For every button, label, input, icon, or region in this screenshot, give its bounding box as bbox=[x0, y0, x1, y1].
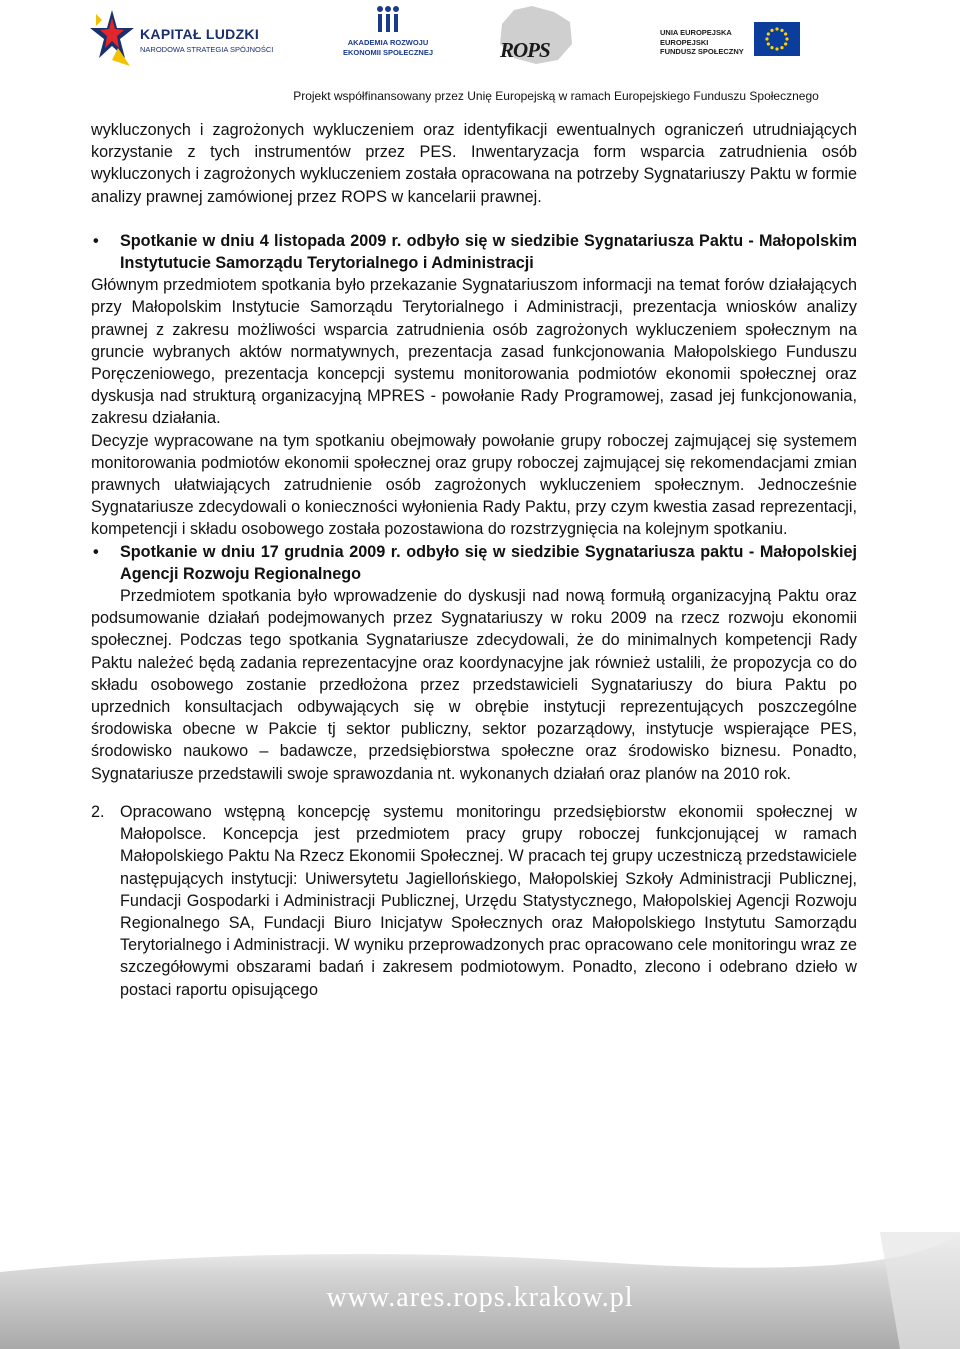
eu-logo bbox=[654, 4, 804, 68]
eu-star bbox=[780, 46, 783, 49]
akademia-text bbox=[330, 38, 446, 58]
bullet-meeting-november bbox=[91, 230, 857, 274]
paragraph-2: Głównym przedmiotem spotkania było przekazanie Sygnatariuszom informacji na temat forów działających przy Małopolskim Instytucie Samorządu Terytorialnego i Administracji, prezentacja wniosków analizy prawnej z zakresu możliwości wsparcia zatrudnienia osób zagrożonych wykluczeniem społecznym na gruncie wybranych aktów normatywnych, prezentacja zasad funkcjonowania Małopolskiego Funduszu Poręczeniowego, prezentacja koncepcji systemu monitorowania podmiotów ekonomii społecznej oraz dyskusja nad strukturą organizacyjną MPRES - powołanie Rady Programowej, zasad jej funkcjonowania, zakresu działania. bbox=[91, 276, 857, 428]
eu-star bbox=[765, 37, 768, 40]
rops-logo bbox=[496, 4, 576, 68]
kapital-ludzki-logo bbox=[88, 4, 274, 68]
akademia-line2: EKONOMII SPOŁECZNEJ bbox=[342, 48, 433, 57]
kl-subtitle: NARODOWA STRATEGIA SPÓJNOŚCI bbox=[140, 45, 274, 54]
akademia-logo bbox=[330, 4, 446, 68]
kapital-ludzki-star-icon bbox=[88, 4, 136, 68]
eu-line3: FUNDUSZ SPOŁECZNY bbox=[660, 47, 744, 56]
paragraph-1: wykluczonych i zagrożonych wykluczeniem oraz identyfikacji ewentualnych ograniczeń utrudniających korzystanie z tych instrumentów przez PES. Inwentaryzacja form wsparcia zatrudnienia osób wykluczonych i zagrożonych wykluczeniem została opracowana na potrzeby Sygnatariuszy Paktu w formie analizy prawnej zamówionej przez ROPS w kancelarii prawnej. bbox=[91, 121, 857, 206]
eu-star bbox=[775, 27, 778, 30]
eu-star bbox=[784, 42, 787, 45]
eu-text bbox=[660, 28, 744, 57]
eu-star bbox=[767, 32, 770, 35]
eu-star bbox=[770, 29, 773, 32]
document-body bbox=[91, 119, 857, 1001]
eu-star bbox=[775, 47, 778, 50]
bullet-dot-icon: • bbox=[93, 542, 99, 561]
eu-star bbox=[780, 29, 783, 32]
eu-flag-icon bbox=[754, 22, 800, 56]
kl-title: KAPITAŁ LUDZKI bbox=[140, 26, 260, 42]
eu-star bbox=[785, 37, 788, 40]
rops-wordmark: ROPS bbox=[500, 38, 550, 62]
page-footer bbox=[0, 1232, 960, 1349]
eu-line2: EUROPEJSKI bbox=[660, 37, 709, 47]
akademia-figures-icon bbox=[368, 4, 408, 34]
cofinancing-tagline bbox=[0, 89, 948, 103]
bullet-meeting-december bbox=[91, 541, 857, 585]
numbered-item-2 bbox=[91, 801, 857, 1001]
item-number: 2. bbox=[91, 802, 105, 821]
bullet-title: Spotkanie w dniu 4 listopada 2009 r. odbyło się w siedzibie Sygnatariusza Paktu - Małopolskim Instytutucie Samorządu Terytorialnego i Administracji bbox=[120, 231, 857, 273]
eu-star bbox=[767, 42, 770, 45]
website-url[interactable]: www.ares.rops.krakow.pl bbox=[326, 1282, 634, 1313]
akademia-line1: AKADEMIA ROZWOJU bbox=[347, 38, 429, 47]
item-text: Opracowano wstępną koncepcję systemu monitoringu przedsiębiorstw ekonomii społecznej w Małopolsce. Koncepcja jest przedmiotem pracy grupy roboczej funkcjonującej w ramach Małopolskiego Paktu Na Rzecz Ekonomii Społecznej. W pracach tej grupy uczestniczą przedstawiciele następujących instytucji: Uniwersytetu Jagiellońskiego, Małopolskiej Szkoły Administracji Publicznej, Fundacji Gospodarki i Administracji Publicznej, Urzędu Statystycznego, Małopolskiej Agencji Rozwoju Regionalnego SA, Fundacji Biuro Inicjatyw Społecznych oraz Małopolskiego Instytutu Samorządu Terytorialnego i Administracji. W wyniku przeprowadzonych prac opracowano cele monitoringu wraz ze szczegółowymi obszarami badań i zakresem podmiotowym. Ponadto, zlecono i odebrano dzieło w postaci raportu opisującego bbox=[120, 802, 857, 999]
bullet-dot-icon: • bbox=[93, 231, 99, 250]
tagline-text: Projekt współfinansowany przez Unię Europejską w ramach Europejskiego Funduszu Społecznego bbox=[293, 89, 819, 103]
paragraph-3: Decyzje wypracowane na tym spotkaniu obejmowały powołanie grupy roboczej zajmującej się systemem monitorowania podmiotów ekonomii społecznej oraz grupy roboczej zajmującej się rekomendacjami zmian prawnych ułatwiających zatrudnienie osób zagrożonych wykluczeniem społecznym. Jednocześnie Sygnatariusze zdecydowali o konieczności wyłonienia Rady Paktu, przy czym kwestia zasad reprezentacji, kompetencji i składu osobowego została pozostawiona do rozstrzygnięcia na kolejnym spotkaniu. bbox=[91, 431, 857, 539]
page-header bbox=[0, 0, 960, 108]
eu-star bbox=[784, 32, 787, 35]
eu-line1: UNIA EUROPEJSKA bbox=[660, 28, 732, 37]
spacer bbox=[91, 208, 857, 230]
eu-star bbox=[770, 46, 773, 49]
paragraph-4: Przedmiotem spotkania było wprowadzenie do dyskusji nad nową formułą organizacyjną Paktu oraz podsumowanie działań podejmowanych przez Sygnatariuszy w roku 2009 na rzecz rozwoju ekonomii społecznej. Podczas tego spotkania Sygnatariusze zdecydowali, że do minimalnych kompetencji Rady Paktu należeć będą zadania reprezentacyjne oraz koordynacyjne jak również ustalili, że propozycja co do składu osobowego zostanie przedłożona przez przedstawicieli Sygnatariuszy do biura Paktu po uprzednich konsultacjach odbywających się w obrębie instytucji reprezentujących poszczególne środowiska obecne w Pakcie tj sektor publiczny, sektor pozarządowy, instytucje wspierające PES, środowisko naukowo – badawcze, przedsiębiorstwa społeczne oraz środowisko biznesu. Ponadto, Sygnatariusze przedstawili swoje sprawozdania nt. wykonanych działań oraz planów na 2010 rok. bbox=[91, 587, 857, 783]
bullet-title: Spotkanie w dniu 17 grudnia 2009 r. odbyło się w siedzibie Sygnatariusza paktu - Małopolskiej Agencji Rozwoju Regionalnego bbox=[120, 542, 857, 583]
